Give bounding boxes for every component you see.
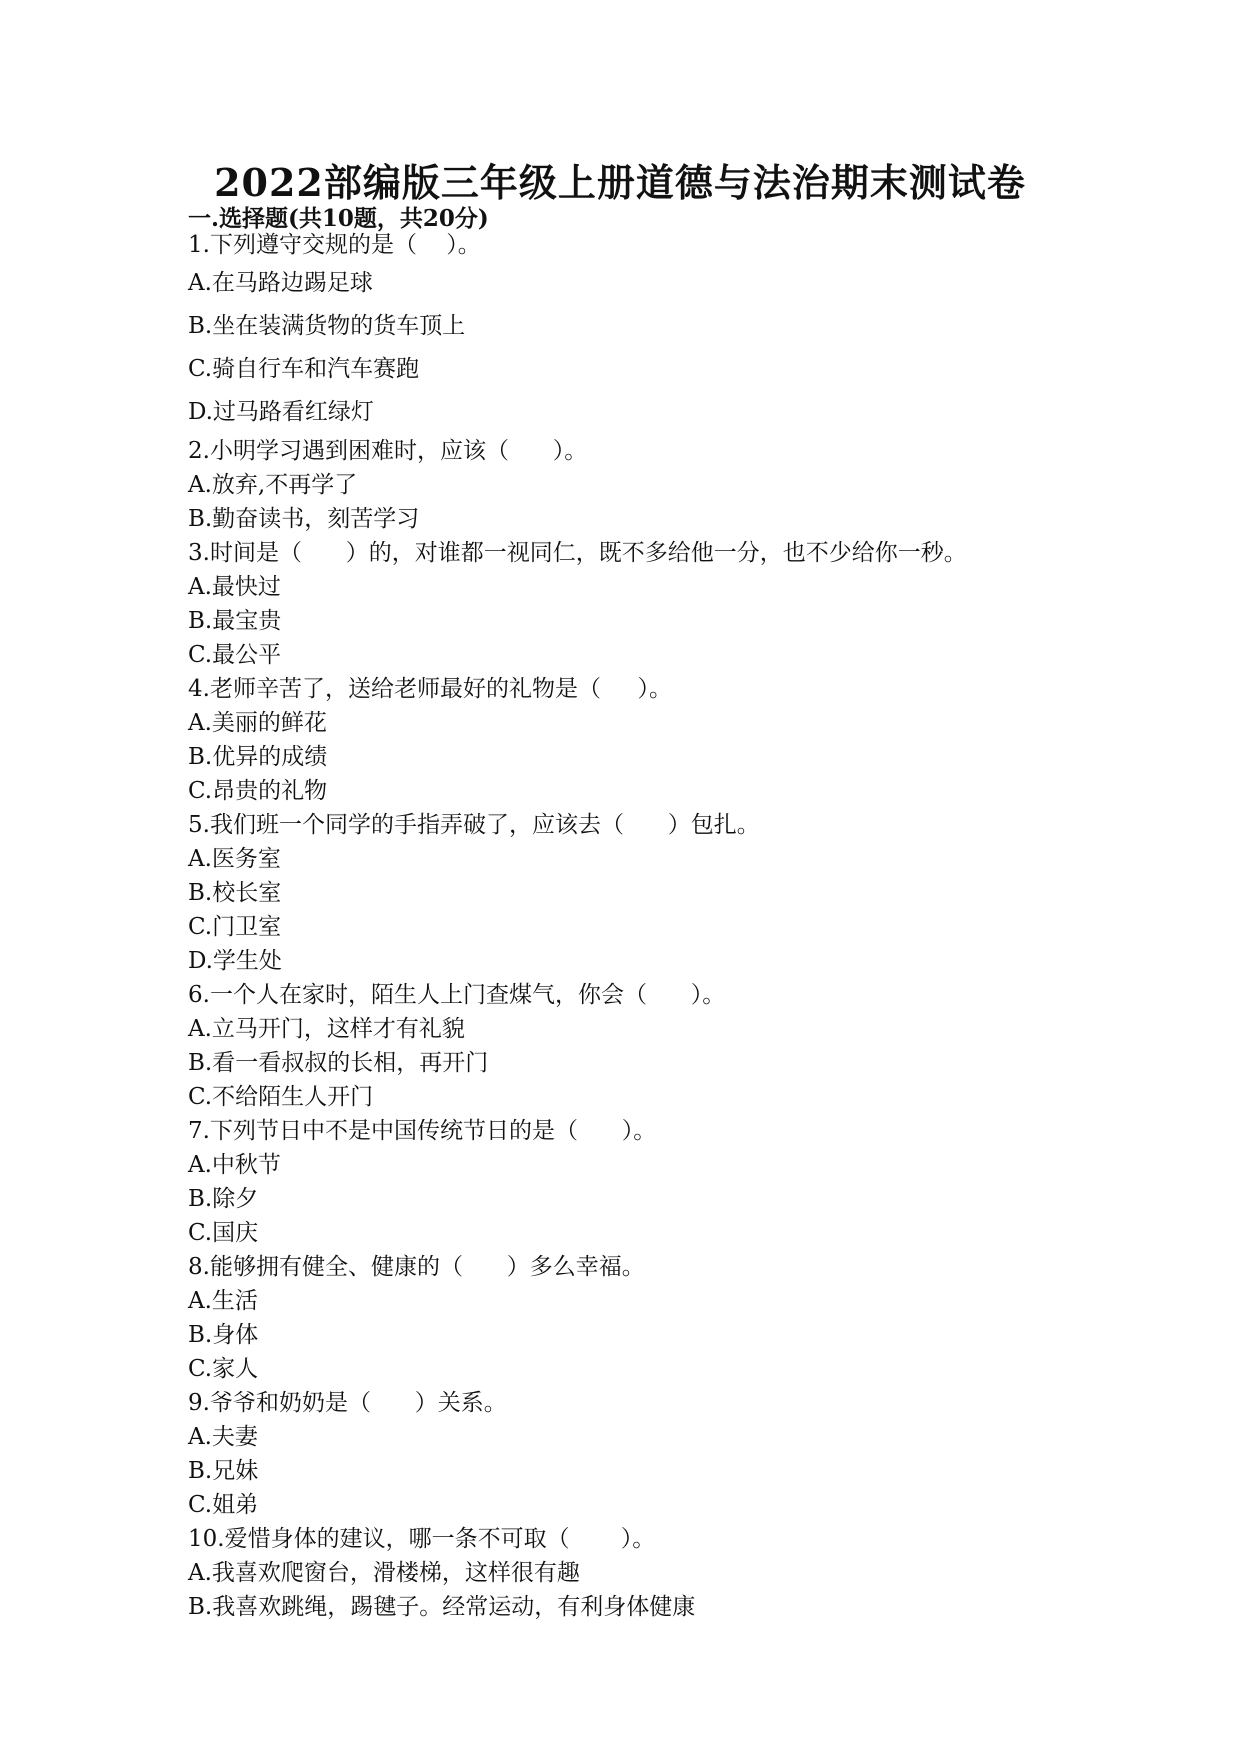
- question-4: [188, 672, 1108, 808]
- question-8: [188, 1250, 1108, 1386]
- answer-option: A.放弃,不再学了: [188, 472, 358, 498]
- question-7: [188, 1114, 1108, 1250]
- page-title: 2022部编版三年级上册道德与法治期末测试卷: [214, 160, 1026, 205]
- question-1: [188, 228, 1108, 434]
- answer-option: B.兄妹: [188, 1458, 259, 1484]
- answer-option: A.夫妻: [188, 1424, 258, 1450]
- answer-option: B.身体: [188, 1322, 259, 1348]
- answer-option: D.过马路看红绿灯: [188, 399, 374, 425]
- question-2: [188, 434, 1108, 536]
- question-stem: 1.下列遵守交规的是（ ）。: [188, 232, 481, 258]
- question-stem: 5.我们班一个同学的手指弄破了，应该去（ ）包扎。: [188, 812, 760, 838]
- answer-option: B.最宝贵: [188, 608, 282, 634]
- answer-option: A.最快过: [188, 574, 281, 600]
- answer-option: B.校长室: [188, 880, 282, 906]
- question-10: [188, 1522, 1108, 1624]
- question-stem: 9.爷爷和奶奶是（ ）关系。: [188, 1390, 507, 1416]
- answer-option: B.除夕: [188, 1186, 259, 1212]
- answer-option: A.生活: [188, 1288, 258, 1314]
- question-stem: 2.小明学习遇到困难时，应该（ ）。: [188, 438, 588, 464]
- answer-option: B.优异的成绩: [188, 744, 328, 770]
- answer-option: A.美丽的鲜花: [188, 710, 327, 736]
- question-9: [188, 1386, 1108, 1522]
- answer-option: D.学生处: [188, 948, 282, 974]
- answer-option: A.医务室: [188, 846, 281, 872]
- answer-option: B.看一看叔叔的长相，再开门: [188, 1050, 489, 1076]
- answer-option: A.立马开门，这样才有礼貌: [188, 1016, 465, 1042]
- answer-option: A.我喜欢爬窗台，滑楼梯，这样很有趣: [188, 1560, 580, 1586]
- question-stem: 7.下列节日中不是中国传统节日的是（ ）。: [188, 1118, 657, 1144]
- answer-option: C.不给陌生人开门: [188, 1084, 374, 1110]
- answer-option: C.国庆: [188, 1220, 259, 1246]
- answer-option: C.门卫室: [188, 914, 282, 940]
- answer-option: C.姐弟: [188, 1492, 259, 1518]
- section-heading: 一.选择题(共10题，共20分): [188, 205, 489, 232]
- question-6: [188, 978, 1108, 1114]
- answer-option: B.勤奋读书，刻苦学习: [188, 506, 420, 532]
- answer-option: C.最公平: [188, 642, 282, 668]
- question-stem: 4.老师辛苦了，送给老师最好的礼物是（ ）。: [188, 676, 672, 702]
- question-3: [188, 536, 1108, 672]
- question-stem: 8.能够拥有健全、健康的（ ）多么幸福。: [188, 1254, 645, 1280]
- answer-option: A.中秋节: [188, 1152, 281, 1178]
- question-list: [188, 228, 1108, 1624]
- answer-option: B.坐在装满货物的货车顶上: [188, 313, 466, 339]
- answer-option: C.骑自行车和汽车赛跑: [188, 356, 420, 382]
- question-stem: 6.一个人在家时，陌生人上门查煤气，你会（ ）。: [188, 982, 726, 1008]
- answer-option: C.家人: [188, 1356, 259, 1382]
- answer-option: C.昂贵的礼物: [188, 778, 328, 804]
- answer-option: A.在马路边踢足球: [188, 270, 373, 296]
- question-stem: 3.时间是（ ）的，对谁都一视同仁，既不多给他一分，也不少给你一秒。: [188, 540, 967, 566]
- answer-option: B.我喜欢跳绳，踢毽子。经常运动，有利身体健康: [188, 1594, 696, 1620]
- question-5: [188, 808, 1108, 978]
- question-stem: 10.爱惜身体的建议，哪一条不可取（ ）。: [188, 1526, 656, 1552]
